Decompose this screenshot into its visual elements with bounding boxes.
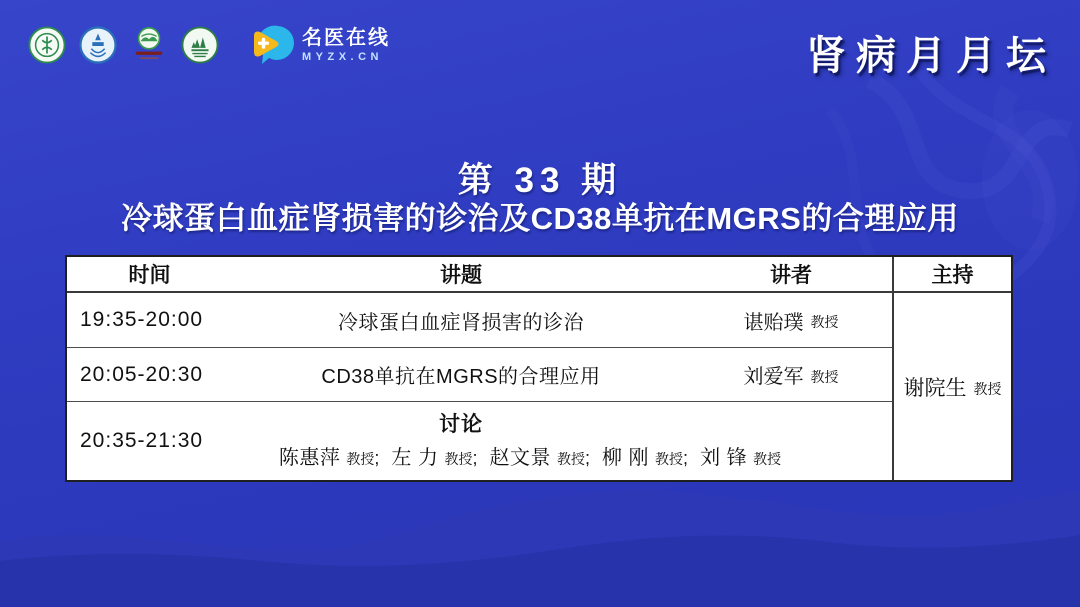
panel-separator: ; xyxy=(584,447,590,468)
col-header-topic: 讲题 xyxy=(232,257,690,293)
session2-speaker xyxy=(690,348,892,402)
panelist-name: 左 力 xyxy=(391,446,439,469)
discussion-label: 讨论 xyxy=(439,413,483,437)
discussion-cell xyxy=(232,402,892,480)
speaker-name: 刘爱军 xyxy=(743,366,804,388)
panelist-name: 刘 锋 xyxy=(700,446,748,469)
forum-title: 肾病月月坛 xyxy=(806,34,1056,78)
myzx-domain: MYZX.CN xyxy=(302,50,383,63)
panel-separator: ; xyxy=(472,447,478,468)
panelist-title: 教授 xyxy=(444,450,473,467)
session1-topic: 冷球蛋白血症肾损害的诊治 xyxy=(232,293,690,348)
session2-topic: CD38单抗在MGRS的合理应用 xyxy=(232,348,690,402)
speaker-title: 教授 xyxy=(810,368,839,385)
discussion-panel xyxy=(232,441,892,470)
session2-time: 20:05-20:30 xyxy=(67,348,232,402)
panelist-title: 教授 xyxy=(556,450,585,467)
col-header-host: 主持 xyxy=(892,257,1011,293)
episode-title: 第 33 期 xyxy=(457,161,623,200)
panelist-name: 陈惠萍 xyxy=(278,446,341,469)
myzx-logo xyxy=(248,24,390,66)
myzx-wordmark xyxy=(302,28,390,63)
hospital-trees-emblem-icon xyxy=(181,26,219,64)
myzx-name: 名医在线 xyxy=(302,26,390,49)
panel-separator: ; xyxy=(683,447,689,468)
host-title: 教授 xyxy=(973,380,1002,397)
host-name: 谢院生 xyxy=(903,376,967,400)
panelist-name: 赵文景 xyxy=(489,446,551,469)
panel-separator: ; xyxy=(374,447,380,468)
col-header-speaker: 讲者 xyxy=(690,257,892,293)
academy-landscape-icon xyxy=(130,26,168,64)
play-plus-bubble-icon xyxy=(248,24,294,66)
panelist-title: 教授 xyxy=(346,450,375,467)
panelist-title: 教授 xyxy=(753,450,782,467)
discussion-time: 20:35-21:30 xyxy=(80,429,204,452)
panelist-name: 柳 刚 xyxy=(601,446,650,469)
logo-strip xyxy=(28,24,390,66)
col-header-time: 时间 xyxy=(67,257,232,293)
hospital-emblem-green-icon xyxy=(28,26,66,64)
hospital-emblem-blue-icon xyxy=(79,26,117,64)
session1-time: 19:35-20:00 xyxy=(67,293,232,348)
episode-subtitle: 冷球蛋白血症肾损害的诊治及CD38单抗在MGRS的合理应用 xyxy=(121,201,959,236)
session1-speaker xyxy=(690,293,892,348)
schedule-table xyxy=(65,255,1013,482)
speaker-name: 谌贻璞 xyxy=(743,311,804,334)
speaker-title: 教授 xyxy=(810,314,839,330)
host-cell xyxy=(892,293,1011,480)
panelist-title: 教授 xyxy=(655,450,684,467)
